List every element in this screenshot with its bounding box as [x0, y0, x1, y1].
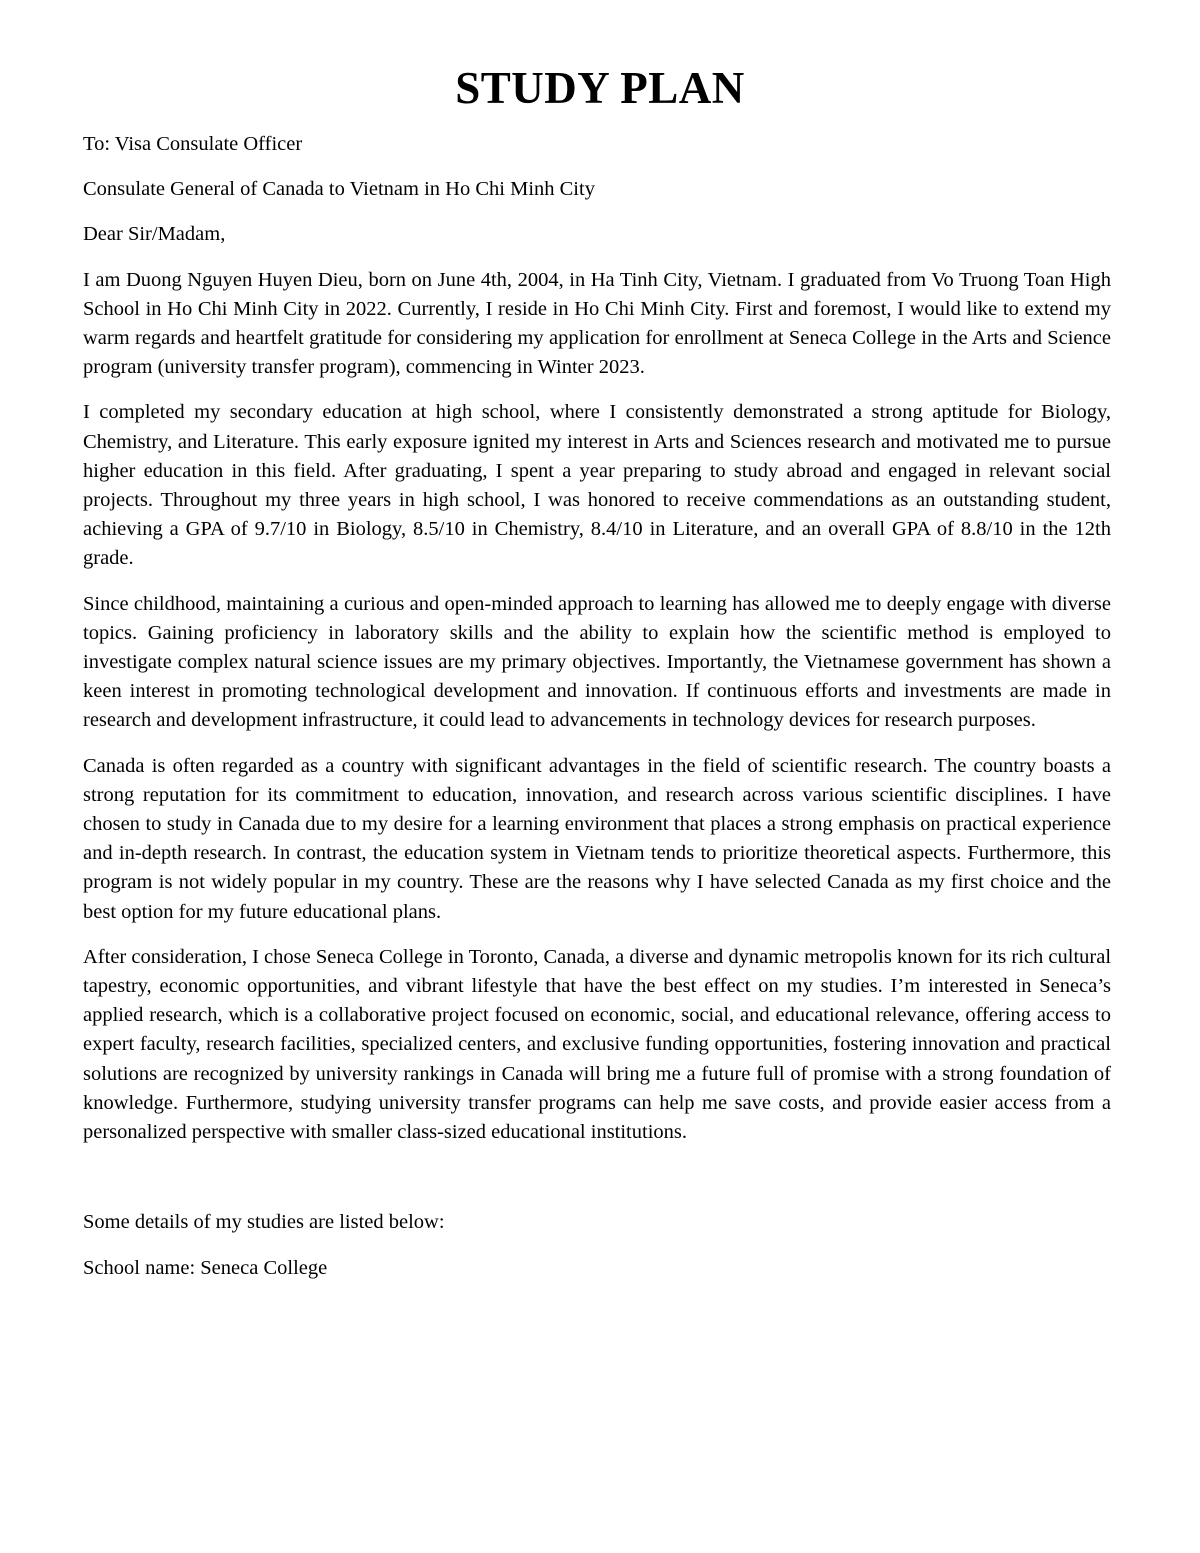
- document-title: STUDY PLAN: [455, 63, 745, 113]
- document-body: [83, 130, 1111, 1299]
- paragraph-introduction: I am Duong Nguyen Huyen Dieu, born on June 4th, 2004, in Ha Tinh City, Vietnam. I graduated from Vo Truong Toan High School in Ho Chi Minh City in 2022. Currently, I reside in Ho Chi Minh City. First and foremost, I would like to extend my warm regards and heartfelt gratitude for considering my application for enrollment at Seneca College in the Arts and Science program (university transfer program), commencing in Winter 2023.: [83, 268, 1111, 379]
- consulate-line: Consulate General of Canada to Vietnam in Ho Chi Minh City: [83, 178, 595, 201]
- paragraph-education: I completed my secondary education at high school, where I consistently demonstrated a strong aptitude for Biology, Chemistry, and Literature. This early exposure ignited my interest in Arts and Sciences research and motivated me to pursue higher education in this field. After graduating, I spent a year preparing to study abroad and engaged in relevant social projects. Throughout my three years in high school, I was honored to receive commendations as an outstanding student, achieving a GPA of 9.7/10 in Biology, 8.5/10 in Chemistry, 8.4/10 in Literature, and an overall GPA of 8.8/10 in the 12th grade.: [83, 401, 1111, 570]
- details-intro: Some details of my studies are listed below:: [83, 1211, 445, 1234]
- paragraph-why-seneca: After consideration, I chose Seneca College in Toronto, Canada, a diverse and dynamic metropolis known for its rich cultural tapestry, economic opportunities, and vibrant lifestyle that have the best effect on my studies. I’m interested in Seneca’s applied research, which is a collaborative project focused on economic, social, and educational relevance, offering access to expert faculty, research facilities, specialized centers, and exclusive funding opportunities, fostering innovation and practical solutions are recognized by university rankings in Canada will bring me a future full of promise with a strong foundation of knowledge. Furthermore, studying university transfer programs can help me save costs, and provide easier access from a personalized perspective with smaller class-sized educational institutions.: [83, 945, 1112, 1144]
- salutation: Dear Sir/Madam,: [83, 223, 226, 246]
- paragraph-why-canada: Canada is often regarded as a country with significant advantages in the field of scientific research. The country boasts a strong reputation for its commitment to education, innovation, and research across various scientific disciplines. I have chosen to study in Canada due to my desire for a learning environment that places a strong emphasis on practical experience and in-depth research. In contrast, the education system in Vietnam tends to prioritize theoretical aspects. Furthermore, this program is not widely popular in my country. These are the reasons why I have selected Canada as my first choice and the best option for my future educational plans.: [83, 754, 1111, 923]
- recipient-line: To: Visa Consulate Officer: [83, 133, 303, 155]
- section-spacer: [83, 1163, 1111, 1208]
- school-name-line: School name: Seneca College: [83, 1256, 328, 1279]
- paragraph-motivation: Since childhood, maintaining a curious and open-minded approach to learning has allowed me to deeply engage with diverse topics. Gaining proficiency in laboratory skills and the ability to explain how the scientific method is employed to investigate complex natural science issues are my primary objectives. Importantly, the Vietnamese government has shown a keen interest in promoting technological development and innovation. If continuous efforts and investments are made in research and development infrastructure, it could lead to advancements in technology devices for research purposes.: [83, 592, 1111, 732]
